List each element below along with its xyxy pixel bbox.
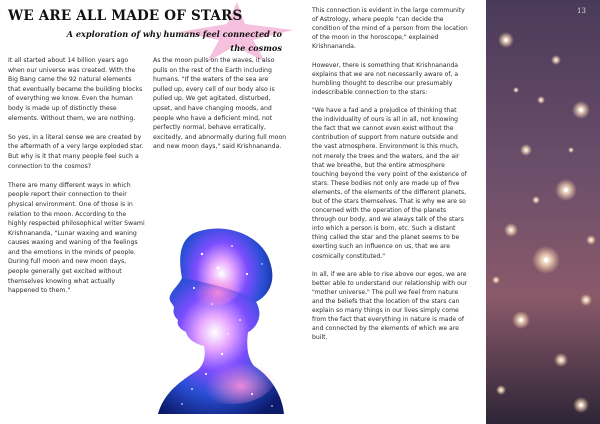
page-number: 13 [577, 7, 586, 15]
paragraph: In all, if we are able to rise above our egos, we are better able to understand our relationship with our "mother universe." The pull we feel from nature and the beliefs that the location of the stars can explain so many things in our lives simply come from the fact that everything in nature is made of and connected by the elements of which we are built. [312, 270, 468, 342]
galaxy-silhouette-artwork [152, 224, 286, 414]
text-column-1 [8, 56, 146, 305]
article-subtitle: A exploration of why humans feel connected to the cosmos [66, 29, 282, 53]
paragraph: As the moon pulls on the waves, it also pulls on the rest of the Earth including humans. "If the waters of the sea are pulled up, every cell of our body also is pulled up. We get agitated, disturbed, upset, and have changing moods, and people who have a deficient mind, not perfectly normal, behave erratically, excitedly, and abnormally during full moon and new moon days," said Krishnananda. [153, 57, 287, 151]
paragraph: "We have a fad and a prejudice of thinking that the individuality of ours is all in all, not knowing the fact that we cannot even exist without the contribution of support from nature outside and the vast atmosphere. Environment is this much, not merely the trees and the waters, and the air that we breathe, but the entire atmosphere touching beyond the very point of the existence of stars. These bodies not only are made up of five elements, of the elements of the different planets, but of the stars themselves. That is why we are so concerned with the operation of the planets through our body, and we always talk of the stars into which a person is born, etc. Such a distant thing called the star and the planet seems to be exerting such an influence on us, that we are cosmically constituted." [312, 107, 467, 260]
text-column-2 [153, 56, 289, 162]
article-title: WE ARE ALL MADE OF STARS [8, 8, 243, 24]
paragraph: There are many different ways in which people report their connection to their physical environment. One of those is in relation to the moon. According to the highly respected philosophical writer Swami Krishnananda, "Lunar waxing and waning causes waxing and waning of the feelings and the emotions in the minds of people. During full moon and new moon days, people generally get excited without themselves knowing what actually happened to them." [8, 181, 145, 295]
paragraph: However, there is something that Krishnananda explains that we are not necessarily aware of, a humbling thought to describe our presumably indescribable connection to the stars: [312, 61, 459, 96]
text-column-3 [312, 6, 468, 352]
paragraph: So yes, in a literal sense we are created by the aftermath of a very large exploded star. But why is it that many people feel such a connection to the cosmos? [8, 133, 144, 170]
paragraph: This connection is evident in the large community of Astrology, where people "can decide the condition of the mind of a person from the location of the moon in the horoscope," explained Krishnananda. [312, 7, 468, 51]
sparkling-lights-photo [486, 0, 600, 424]
paragraph: It all started about 14 billion years ago when our universe was created. With the Big Bang came the 92 natural elements that eventually became the building blocks of everything we know. Even the human body is made up of distinctly these elements. Without them, we are nothing. [8, 57, 143, 122]
